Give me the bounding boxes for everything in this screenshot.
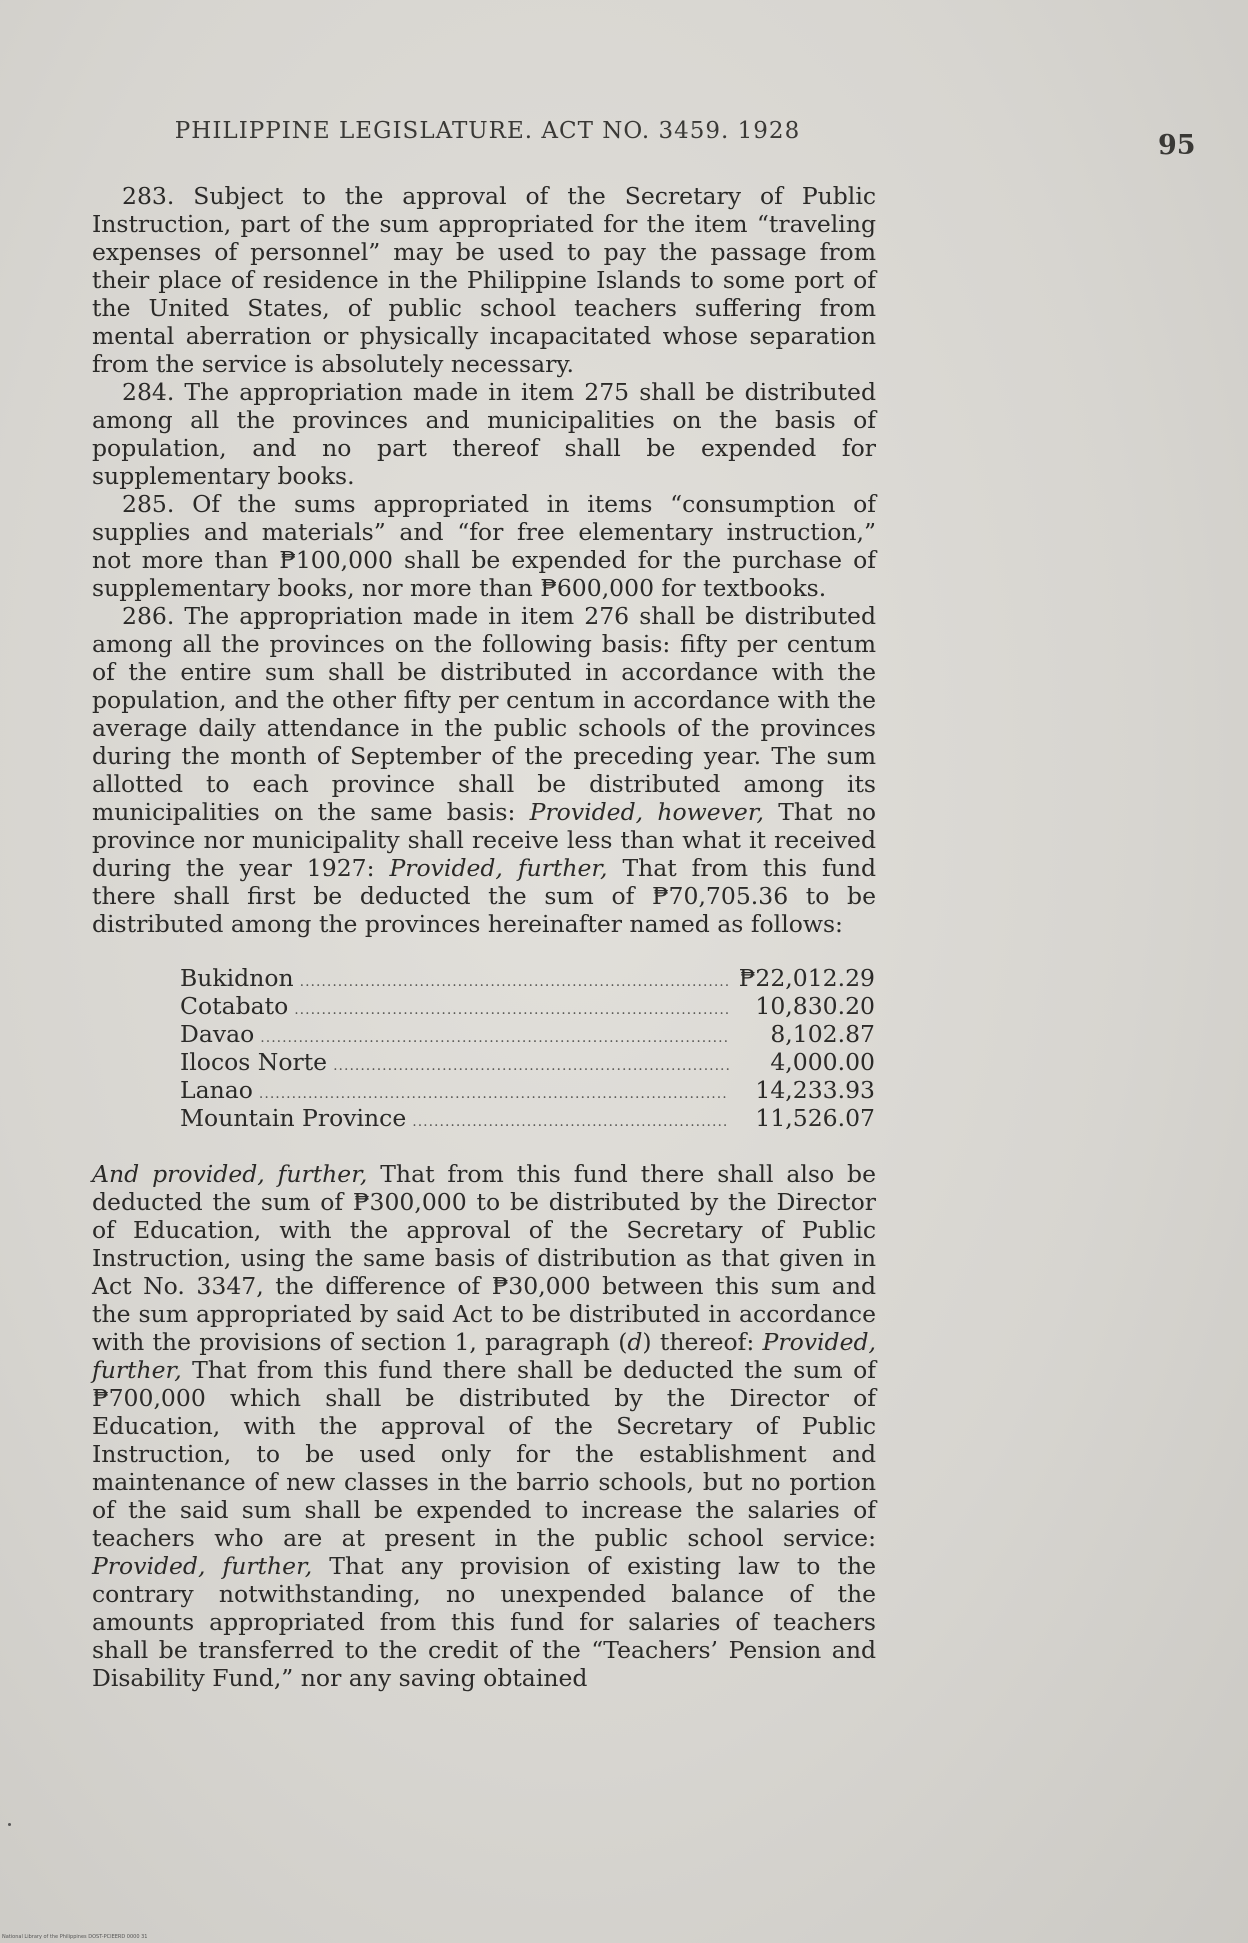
proviso-and-further: And provided, further,: [92, 1160, 368, 1188]
allocation-row: [180, 1048, 875, 1076]
province-amount: 4,000.00: [770, 1048, 875, 1076]
dot-leader: [260, 1024, 729, 1052]
continuation-text-a: That from this fund there shall also be deducted the sum of ₱300,000 to be distributed by the Director of Education, with the approval of the Secretary of Public Instruction, using the same basis of distribution as that given in Act No. 3347, the difference of ₱30,000 between this sum and the sum appropriated by said Act to be distributed in accordance with the provisions of section 1, paragraph (: [92, 1160, 876, 1356]
paragraph-283: 283. Subject to the approval of the Secretary of Public Instruction, part of the sum appropriated for the item “traveling expenses of personnel” may be used to pay the passage from their place of residence in the Philippine Islands to some port of the United States, of public school teachers suffering from mental aberration or physically incapacitated whose separation from the service is absolutely necessary.: [92, 182, 876, 378]
paragraph-285: 285. Of the sums appropriated in items “consumption of supplies and materials” and “for free elementary instruction,” not more than ₱100,000 shall be expended for the purchase of supplementary books, nor more than ₱600,000 for textbooks.: [92, 490, 876, 602]
proviso-further: Provided, further,: [92, 1328, 876, 1384]
allocation-row: [180, 964, 875, 992]
paragraph-286-text-a: 286. The appropriation made in item 276 shall be distributed among all the provinces on the following basis: fifty per centum of the entire sum shall be distributed in accordance with the population, and the other fifty per centum in accordance with the average daily attendance in the public schools of the provinces during the month of September of the preceding year. The sum allotted to each province shall be distributed among its municipalities on the same basis:: [92, 602, 876, 826]
province-name: Ilocos Norte: [180, 1048, 328, 1076]
continuation-paragraph: [92, 1160, 876, 1692]
dot-leader: [294, 996, 729, 1024]
proviso-however: Provided, however,: [529, 798, 764, 826]
province-name: Mountain Province: [180, 1104, 407, 1132]
proviso-further: Provided, further,: [389, 854, 608, 882]
dot-leader: [333, 1052, 729, 1080]
allocation-row: [180, 1020, 875, 1048]
province-amount: 11,526.07: [755, 1104, 875, 1132]
paragraph-286-text-c: That from this fund there shall first be deducted the sum of ₱70,705.36 to be distributed among the provinces hereinafter named as follows:: [92, 854, 877, 938]
paragraph-286-text-b: That no province nor municipality shall receive less than what it received during the year 1927:: [92, 798, 876, 882]
province-name: Lanao: [180, 1076, 253, 1104]
allocation-row: [180, 1076, 875, 1104]
dot-leader: [300, 968, 729, 996]
allocation-row: [180, 1104, 875, 1132]
province-allocation-table: [180, 964, 875, 1132]
province-amount: 8,102.87: [770, 1020, 875, 1048]
province-name: Bukidnon: [180, 964, 294, 992]
continuation-text-d: That any provision of existing law to the contrary notwithstanding, no unexpended balance of the amounts appropriated from this fund for salaries of teachers shall be transferred to the credit of the “Teachers’ Pension and Disability Fund,” nor any saving obtained: [92, 1552, 876, 1692]
body-text: [92, 182, 876, 1692]
province-amount: ₱22,012.29: [738, 964, 875, 992]
running-header: PHILIPPINE LEGISLATURE. ACT NO. 3459. 1928: [174, 118, 801, 144]
scan-speck: [8, 1823, 11, 1826]
page-number: 95: [1158, 130, 1196, 161]
province-amount: 14,233.93: [755, 1076, 875, 1104]
paragraph-letter: d: [627, 1328, 643, 1356]
scan-footer: National Library of the Philippines DOST-PCIEERD 0000 31: [2, 1934, 148, 1940]
province-name: Cotabato: [180, 992, 289, 1020]
paragraph-284: 284. The appropriation made in item 275 shall be distributed among all the provinces and municipalities on the basis of population, and no part thereof shall be expended for supplementary books.: [92, 378, 876, 490]
proviso-further: Provided, further,: [92, 1552, 313, 1580]
province-amount: 10,830.20: [755, 992, 875, 1020]
dot-leader: [412, 1108, 729, 1136]
continuation-text-b: ) thereof:: [642, 1328, 763, 1356]
continuation-text-c: That from this fund there shall be deducted the sum of ₱700,000 which shall be distributed by the Director of Education, with the approval of the Secretary of Public Instruction, to be used only for the establishment and maintenance of new classes in the barrio schools, but no portion of the said sum shall be expended to increase the salaries of teachers who are at present in the public school service:: [92, 1356, 876, 1552]
province-name: Davao: [180, 1020, 255, 1048]
paragraph-286: [92, 602, 876, 938]
allocation-row: [180, 992, 875, 1020]
